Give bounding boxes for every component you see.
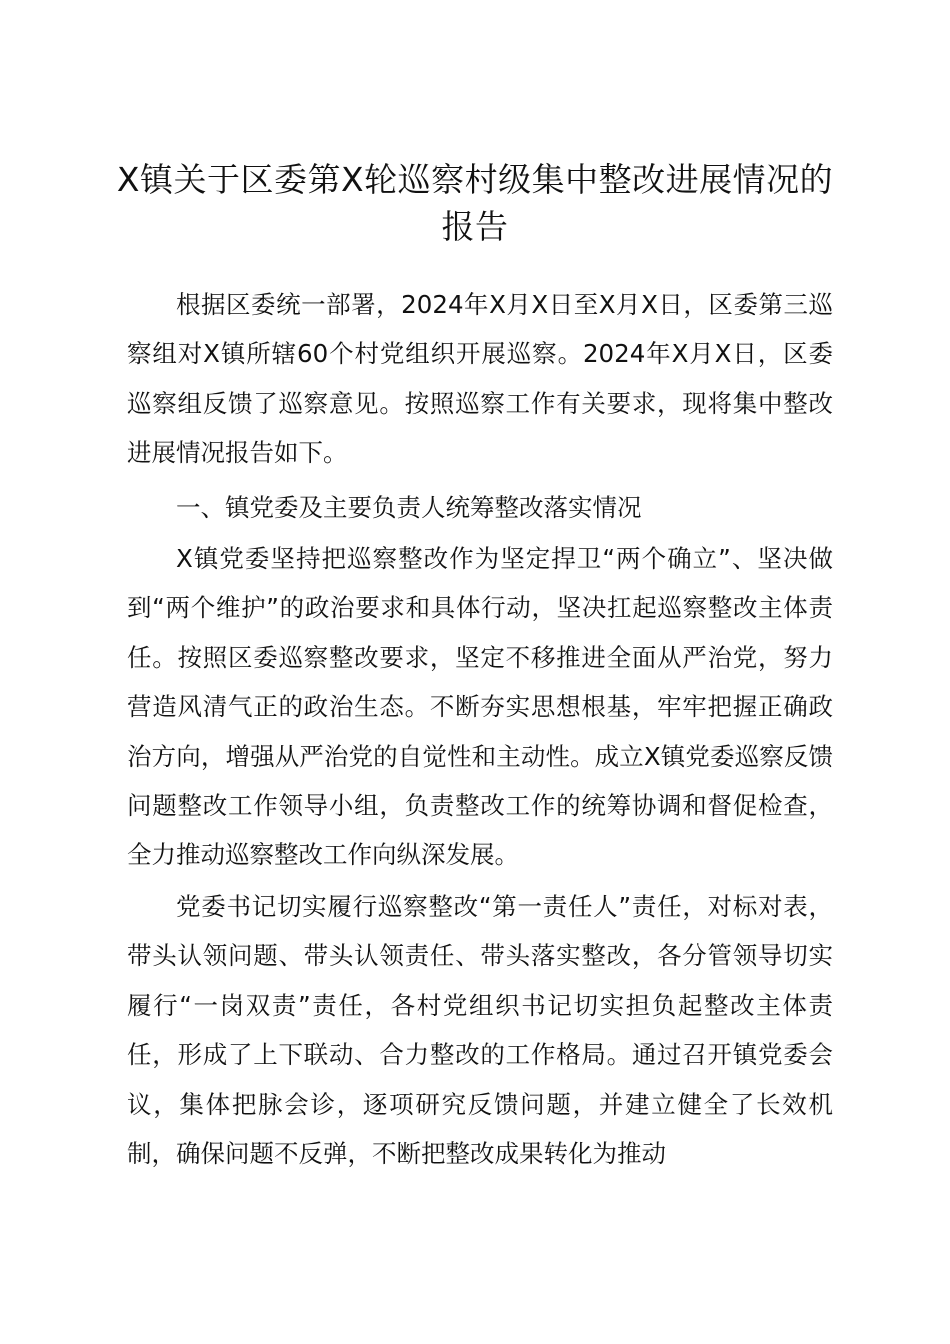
document-title: X镇关于区委第X轮巡察村级集中整改进展情况的报告 — [116, 160, 834, 246]
intro-paragraph: 根据区委统一部署，2024年X月X日至X月X日，区委第三巡察组对X镇所辖60个村党组织开展巡察。2024年X月X日，区委巡察组反馈了巡察意见。按照巡察工作有关要求，现将集中整改进展情况报告如下。 — [127, 290, 833, 468]
section-heading-1: 一、镇党委及主要负责人统筹整改落实情况 — [176, 492, 642, 522]
body-paragraph-2: 党委书记切实履行巡察整改“第一责任人”责任，对标对表，带头认领问题、带头认领责任、带头落实整改，各分管领导切实履行“一岗双责”责任，各村党组织书记切实担负起整改主体责任，形成了上下联动、合力整改的工作格局。通过召开镇党委会议，集体把脉会诊，逐项研究反馈问题，并建立健全了长效机制，确保问题不反弹，不断把整改成果转化为推动 — [127, 891, 833, 1168]
document-body — [127, 280, 833, 1178]
body-paragraph-1: X镇党委坚持把巡察整改作为坚定捍卫“两个确立”、坚决做到“两个维护”的政治要求和具体行动，坚决扛起巡察整改主体责任。按照区委巡察整改要求，坚定不移推进全面从严治党，努力营造风清气正的政治生态。不断夯实思想根基，牢牢把握正确政治方向，增强从严治党的自觉性和主动性。成立X镇党委巡察反馈问题整改工作领导小组，负责整改工作的统筹协调和督促检查，全力推动巡察整改工作向纵深发展。 — [127, 544, 833, 870]
